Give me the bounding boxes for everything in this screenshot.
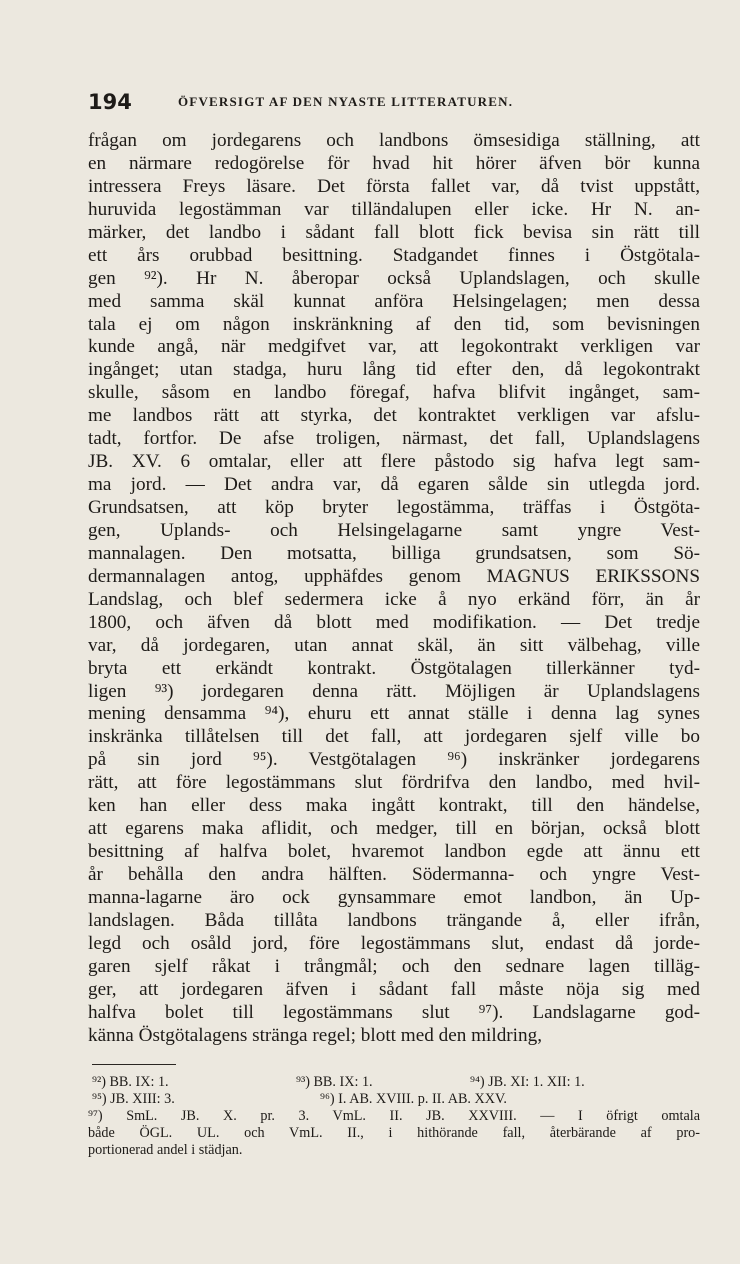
text-line: Landslag, och blef sedermera icke å nyo erkänd förr, än år — [88, 588, 700, 610]
footnote-95: ⁹⁵) JB. XIII: 3. — [92, 1091, 175, 1107]
text-line: en närmare redogörelse för hvad hit hörer äfven bör kunna — [88, 152, 700, 174]
footnote-96: ⁹⁶) I. AB. XVIII. p. II. AB. XXV. — [320, 1091, 507, 1107]
page-header — [88, 90, 700, 112]
text-line: med samma skäl kunnat anföra Helsingelagen; men dessa — [88, 290, 700, 312]
footnotes — [88, 1074, 700, 1159]
text-line: mannalagen. Den motsatta, billiga grundsatsen, som Sö- — [88, 542, 700, 564]
text-line: inskränka tillåtelsen till det fall, att jordegaren sjelf ville bo — [88, 726, 700, 748]
text-line: halfva bolet till legostämmans slut ⁹⁷). Landslagarne god- — [88, 1001, 700, 1023]
text-line: märker, det landbo i sådant fall blott fick bevisa sin rätt till — [88, 221, 700, 243]
text-line: år behålla den andra hälften. Södermanna- och yngre Vest- — [88, 864, 700, 885]
text-line: Grundsatsen, att köp bryter legostämma, träffas i Östgöta- — [88, 497, 700, 518]
body-text — [88, 130, 700, 1048]
text-line: ligen ⁹³) jordegaren denna rätt. Möjligen är Uplandslagens — [88, 680, 700, 702]
text-line: huruvida legostämman var tilländalupen eller icke. Hr N. an- — [88, 198, 700, 220]
text-line: JB. XV. 6 omtalar, eller att flere påstodo sig hafva legt sam- — [88, 451, 700, 473]
running-head: ÖFVERSIGT AF DEN NYASTE LITTERATUREN. — [178, 94, 514, 109]
text-line: manna-lagarne äro ock gynsammare emot landbon, än Up- — [88, 886, 700, 908]
text-line: att egarens maka aflidit, och medger, till en början, också blott — [88, 818, 700, 840]
footnote-92: ⁹²) BB. IX: 1. — [92, 1074, 169, 1090]
text-line: gen, Uplands- och Helsingelagarne samt yngre Vest- — [88, 519, 700, 541]
text-line: bryta ett erkändt kontrakt. Östgötalagen tillerkänner tyd- — [88, 657, 700, 679]
text-line: mening densamma ⁹⁴), ehuru ett annat ställe i denna lag synes — [88, 703, 700, 725]
footnote-row-1 — [88, 1074, 700, 1091]
page-number: 194 — [88, 90, 132, 114]
text-line: legd och osåld jord, före legostämmans slut, endast då jorde- — [88, 932, 700, 954]
text-line: var, då jordegaren, utan annat skäl, än sitt välbehag, ville — [88, 634, 700, 656]
text-line: dermannalagen antog, upphäfdes genom MAGNUS ERIKSSONS — [88, 565, 700, 587]
text-line: ett års orubbad besittning. Stadgandet finnes i Östgötala- — [88, 244, 700, 266]
text-line: frågan om jordegarens och landbons ömsesidiga ställning, att — [88, 130, 700, 151]
text-line: ger, att jordegaren äfven i sådant fall måste nöja sig med — [88, 978, 700, 1000]
text-line: gen ⁹²). Hr N. åberopar också Uplandslagen, och skulle — [88, 267, 700, 289]
text-line: intressera Freys läsare. Det första fallet var, då tvist uppstått, — [88, 175, 700, 197]
text-line: me landbos rätt att styrka, det kontraktet verkligen var afslu- — [88, 405, 700, 427]
text-line: rätt, att före legostämmans slut fördrifva den landbo, med hvil- — [88, 772, 700, 794]
footnote-97-line-3: portionerad andel i städjan. — [88, 1142, 243, 1158]
text-line: besittning af halfva bolet, hvaremot landbon egde att ännu ett — [88, 841, 700, 863]
footnote-94: ⁹⁴) JB. XI: 1. XII: 1. — [470, 1074, 585, 1090]
footnote-97-line-1: ⁹⁷) SmL. JB. X. pr. 3. VmL. II. JB. XXVIII. — I öfrigt omtala — [88, 1108, 700, 1124]
footnote-97-line-2: både ÖGL. UL. och VmL. II., i hithörande fall, återbärande af pro- — [88, 1125, 700, 1141]
footnote-row-2 — [88, 1091, 700, 1108]
text-line: garen sjelf råkat i trångmål; och den sednare lagen tilläg- — [88, 955, 700, 977]
text-line: tadt, fortfor. De afse troligen, närmast, det fall, Uplandslagens — [88, 428, 700, 450]
text-line: ingånget; utan stadga, huru lång tid efter den, då legokontrakt — [88, 359, 700, 381]
text-line: kunde angå, när medgifvet var, att legokontrakt verkligen var — [88, 336, 700, 358]
text-line: på sin jord ⁹⁵). Vestgötalagen ⁹⁶) inskränker jordegarens — [88, 749, 700, 771]
text-line: ken han eller dess maka ingått kontrakt, till den händelse, — [88, 795, 700, 817]
text-line: känna Östgötalagens stränga regel; blott med den mildring, — [88, 1024, 542, 1046]
footnote-rule — [92, 1064, 176, 1065]
text-line: 1800, och äfven då blott med modifikation. — Det tredje — [88, 611, 700, 633]
text-line: landslagen. Båda tillåta landbons trängande å, eller ifrån, — [88, 909, 700, 931]
text-line: tala ej om någon inskränkning af den tid, som bevisningen — [88, 313, 700, 335]
text-line: skulle, såsom en landbo föregaf, hafva blifvit ingånget, sam- — [88, 382, 700, 404]
footnote-93: ⁹³) BB. IX: 1. — [296, 1074, 373, 1090]
text-line: ma jord. — Det andra var, då egaren sålde sin utlegda jord. — [88, 474, 700, 496]
